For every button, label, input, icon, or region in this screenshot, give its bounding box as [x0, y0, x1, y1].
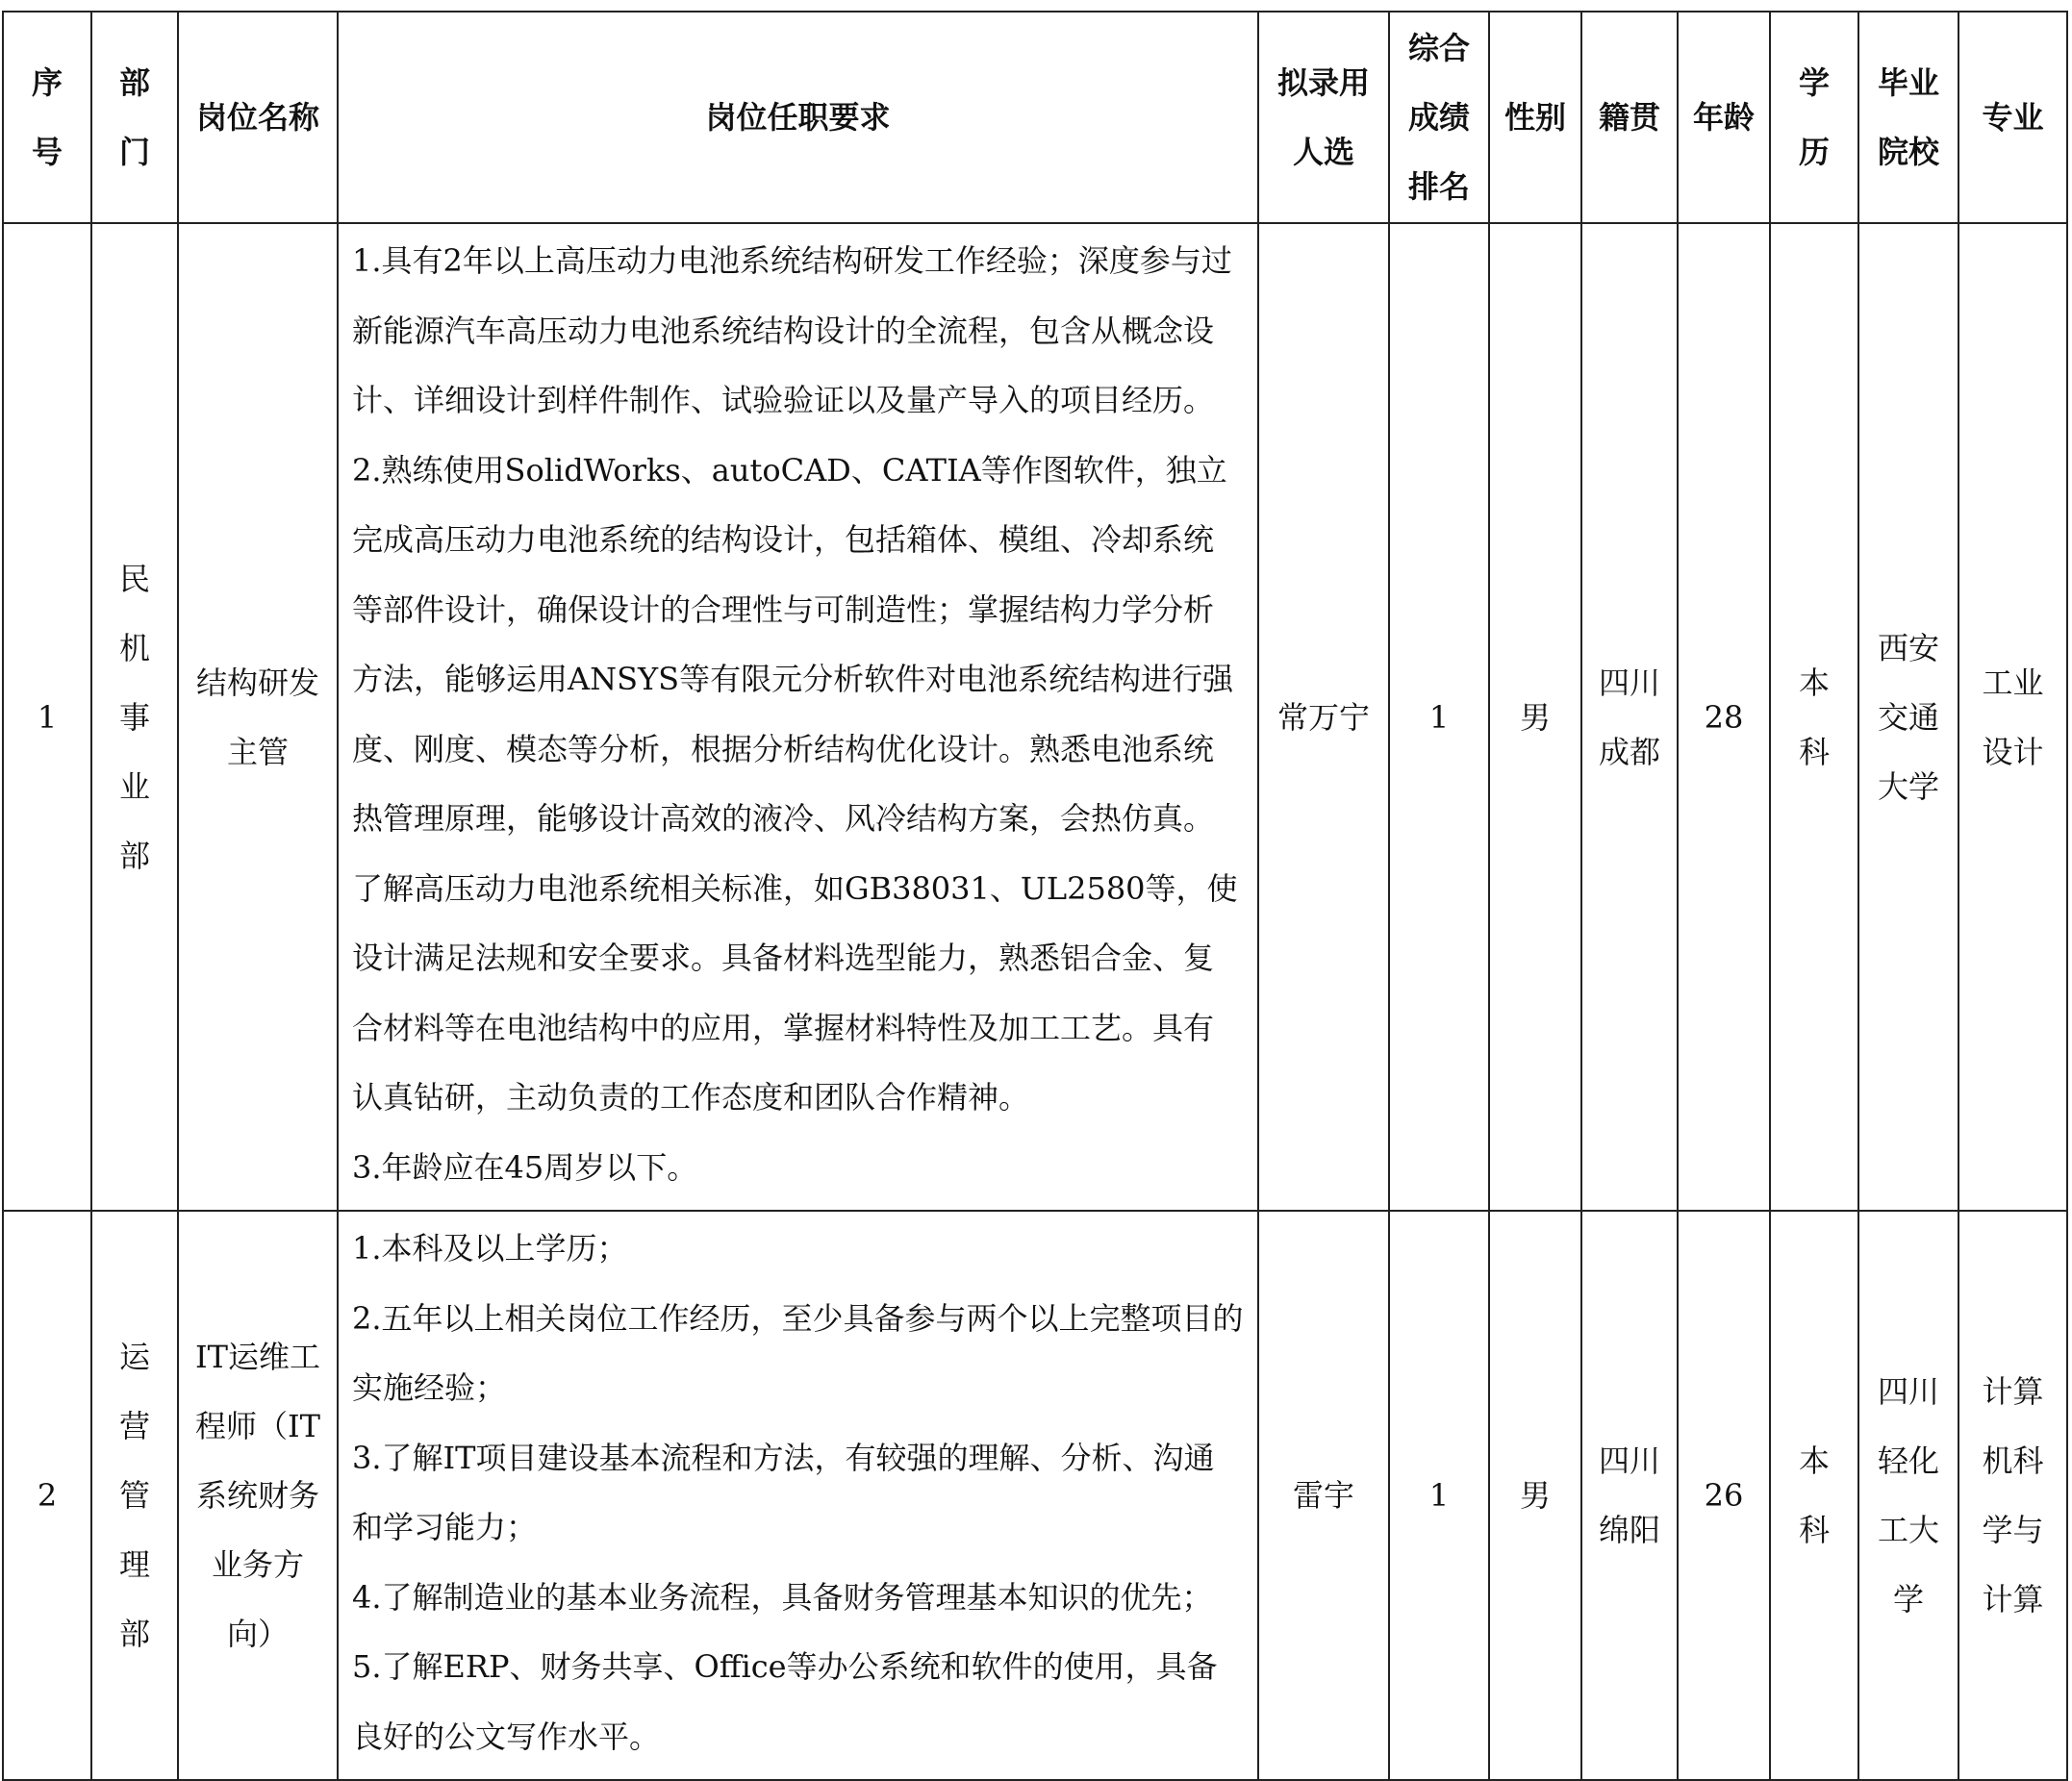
cell-education: 本科: [1770, 223, 1858, 1211]
cell-dept: 运营管理部: [91, 1211, 178, 1780]
cell-major: 工业设计: [1958, 223, 2067, 1211]
table-row: [3, 223, 2067, 1211]
cell-candidate: 雷宇: [1258, 1211, 1389, 1780]
cell-origin: 四川成都: [1581, 223, 1678, 1211]
cell-major: 计算机科学与计算: [1958, 1211, 2067, 1780]
cell-requirements: [338, 223, 1258, 1211]
cell-post: IT运维工程师（IT系统财务业务方向）: [178, 1211, 338, 1780]
header-requirements: 岗位任职要求: [338, 12, 1258, 223]
header-age: 年龄: [1678, 12, 1770, 223]
requirement-item: 3.了解IT项目建设基本流程和方法，有较强的理解、分析、沟通和学习能力；: [352, 1439, 1215, 1545]
hiring-table: [2, 11, 2068, 1781]
cell-candidate: 常万宁: [1258, 223, 1389, 1211]
header-seq: 序号: [3, 12, 91, 223]
cell-seq: 2: [3, 1211, 91, 1780]
cell-rank: 1: [1389, 1211, 1489, 1780]
requirement-item: 1.具有2年以上高压动力电池系统结构研发工作经验；深度参与过新能源汽车高压动力电池系统结构设计的全流程，包含从概念设计、详细设计到样件制作、试验验证以及量产导入的项目经历。: [352, 242, 1232, 418]
requirement-item: 4.了解制造业的基本业务流程，具备财务管理基本知识的优先；: [352, 1578, 1213, 1616]
cell-age: 26: [1678, 1211, 1770, 1780]
cell-gender: 男: [1489, 1211, 1581, 1780]
header-rank: 综合成绩排名: [1389, 12, 1489, 223]
cell-requirements: [338, 1211, 1258, 1780]
cell-dept: 民机事业部: [91, 223, 178, 1211]
header-school: 毕业院校: [1858, 12, 1958, 223]
cell-school: 西安交通大学: [1858, 223, 1958, 1211]
header-row: [3, 12, 2067, 223]
table-row: [3, 1211, 2067, 1780]
cell-education: 本科: [1770, 1211, 1858, 1780]
cell-origin: 四川绵阳: [1581, 1211, 1678, 1780]
requirement-item: 3.年龄应在45周岁以下。: [352, 1148, 698, 1186]
requirement-item: 2.熟练使用SolidWorks、autoCAD、CATIA等作图软件，独立完成高压动力电池系统的结构设计，包括箱体、模组、冷却系统等部件设计，确保设计的合理性与可制造性；掌握结构力学分析方法，能够运用ANSYS等有限元分析软件对电池系统结构进行强度、刚度、模态等分析，根据分析结构优化设计。熟悉电池系统热管理原理，能够设计高效的液冷、风冷结构方案，会热仿真。了解高压动力电池系统相关标准，如GB38031、UL2580等，使设计满足法规和安全要求。具备材料选型能力，熟悉铝合金、复合材料等在电池结构中的应用，掌握材料特性及加工工艺。具有认真钻研，主动负责的工作态度和团队合作精神。: [352, 451, 1238, 1116]
cell-gender: 男: [1489, 223, 1581, 1211]
cell-school: 四川轻化工大学: [1858, 1211, 1958, 1780]
cell-post: 结构研发主管: [178, 223, 338, 1211]
header-major: 专业: [1958, 12, 2067, 223]
requirement-item: 1.本科及以上学历；: [352, 1230, 628, 1267]
header-post: 岗位名称: [178, 12, 338, 223]
header-gender: 性别: [1489, 12, 1581, 223]
requirement-item: 2.五年以上相关岗位工作经历，至少具备参与两个以上完整项目的实施经验；: [352, 1299, 1244, 1406]
cell-age: 28: [1678, 223, 1770, 1211]
header-education: 学历: [1770, 12, 1858, 223]
cell-rank: 1: [1389, 223, 1489, 1211]
header-origin: 籍贯: [1581, 12, 1678, 223]
header-candidate: 拟录用人选: [1258, 12, 1389, 223]
cell-seq: 1: [3, 223, 91, 1211]
header-dept: 部门: [91, 12, 178, 223]
requirement-item: 5.了解ERP、财务共享、Office等办公系统和软件的使用，具备良好的公文写作水平。: [352, 1648, 1218, 1755]
